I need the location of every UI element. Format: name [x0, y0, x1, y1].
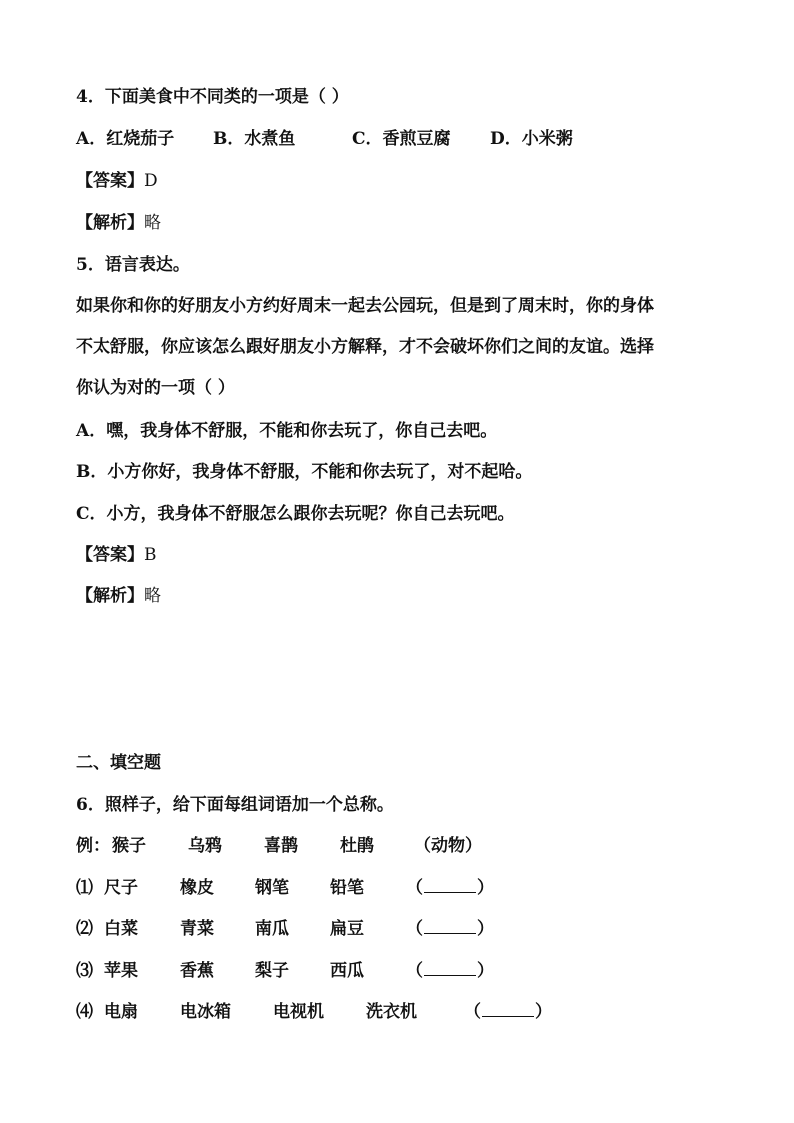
q5-option-a: A．嘿，我身体不舒服，不能和你去玩了，你自己去吧。: [76, 421, 498, 441]
q6-row-3-blank-line[interactable]: [424, 961, 476, 976]
q6-row-4-paren-open: （: [464, 1002, 481, 1022]
q4-analysis-tag: 【解析】: [76, 213, 144, 233]
q4-option-c: C．香煎豆腐: [352, 129, 451, 149]
q5-analysis-value: 略: [144, 586, 161, 606]
section-title: 二、填空题: [76, 753, 161, 773]
q5-option-c: C．小方，我身体不舒服怎么跟你去玩呢？你自己去玩吧。: [76, 504, 515, 524]
q5-answer-value: B: [144, 545, 157, 565]
q6-row-1-paren-open: （: [406, 878, 423, 898]
q6-row-4-word-1: 电扇: [104, 1002, 138, 1022]
q5-stem-line-2: 不太舒服，你应该怎么跟好朋友小方解释，才不会破坏你们之间的友谊。选择: [76, 337, 654, 357]
q4-analysis-value: 略: [144, 213, 161, 233]
q6-row-3-word-1: 苹果: [104, 961, 138, 981]
q5-analysis: [76, 585, 161, 607]
q6-row-4-word-3: 电视机: [273, 1002, 324, 1022]
q5-stem-line-3: 你认为对的一项（ ）: [76, 378, 235, 398]
q5-analysis-tag: 【解析】: [76, 586, 144, 606]
q6-row-2-number: ⑵: [76, 919, 93, 939]
q6-row-4-blank-line[interactable]: [482, 1002, 534, 1017]
q6-row-3-word-4: 西瓜: [330, 961, 364, 981]
q6-row-3-blank[interactable]: [406, 960, 494, 982]
q6-row-4-paren-close: ）: [535, 1002, 552, 1022]
q6-row-2-word-3: 南瓜: [255, 919, 289, 939]
q6-row-3-paren-close: ）: [477, 961, 494, 981]
q4-answer-value: D: [144, 171, 158, 191]
q6-row-1-blank[interactable]: [406, 877, 494, 899]
q6-row-4-blank[interactable]: [464, 1001, 552, 1023]
q6-row-1-number: ⑴: [76, 878, 93, 898]
q5-option-b: B．小方你好，我身体不舒服，不能和你去玩了，对不起哈。: [76, 462, 533, 482]
q5-answer: [76, 544, 157, 566]
q4-analysis: [76, 212, 161, 234]
q4-option-a: A．红烧茄子: [76, 129, 175, 149]
q6-row-4-word-2: 电冰箱: [180, 1002, 231, 1022]
q6-row-3-word-3: 梨子: [255, 961, 289, 981]
q6-example-word-4: 杜鹃: [340, 836, 374, 856]
q6-row-1-blank-line[interactable]: [424, 878, 476, 893]
q6-example-prefix: 例：: [76, 836, 110, 856]
q6-row-2-paren-open: （: [406, 919, 423, 939]
q6-row-2-word-2: 青菜: [180, 919, 214, 939]
q4-answer: [76, 170, 158, 192]
q5-answer-tag: 【答案】: [76, 545, 144, 565]
q6-row-1-paren-close: ）: [477, 878, 494, 898]
q6-row-2-paren-close: ）: [477, 919, 494, 939]
q6-row-4-word-4: 洗衣机: [366, 1002, 417, 1022]
q6-row-1-word-1: 尺子: [104, 878, 138, 898]
q6-example-word-2: 乌鸦: [188, 836, 222, 856]
q6-row-3-word-2: 香蕉: [180, 961, 214, 981]
q6-row-2-blank[interactable]: [406, 918, 494, 940]
q6-row-1-word-3: 钢笔: [255, 878, 289, 898]
q6-row-2-word-1: 白菜: [104, 919, 138, 939]
q5-stem-line-1: 如果你和你的好朋友小方约好周末一起去公园玩，但是到了周末时，你的身体: [76, 296, 654, 316]
q6-row-3-number: ⑶: [76, 961, 93, 981]
q4-stem: 4．下面美食中不同类的一项是（ ）: [76, 87, 349, 107]
q6-example-word-1: 猴子: [112, 836, 146, 856]
q6-example-answer: （动物）: [414, 836, 482, 856]
q6-example-word-3: 喜鹊: [264, 836, 298, 856]
q4-option-d: D．小米粥: [490, 129, 573, 149]
q6-row-2-blank-line[interactable]: [424, 919, 476, 934]
q6-row-1-word-4: 铅笔: [330, 878, 364, 898]
q4-answer-tag: 【答案】: [76, 171, 144, 191]
q5-title: 5．语言表达。: [76, 255, 190, 275]
q4-option-b: B．水煮鱼: [213, 129, 296, 149]
q6-row-1-word-2: 橡皮: [180, 878, 214, 898]
q6-row-2-word-4: 扁豆: [330, 919, 364, 939]
q6-row-4-number: ⑷: [76, 1002, 93, 1022]
q6-row-3-paren-open: （: [406, 961, 423, 981]
q6-stem: 6．照样子，给下面每组词语加一个总称。: [76, 795, 394, 815]
